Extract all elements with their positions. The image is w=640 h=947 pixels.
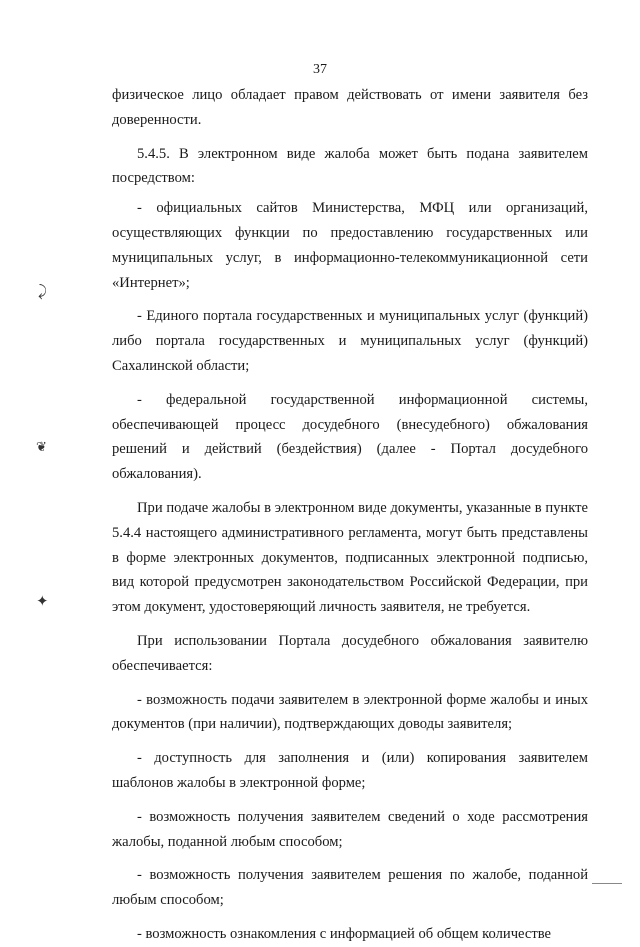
paragraph-1: физическое лицо обладает правом действовать от имени заявителя без доверенности. bbox=[112, 87, 588, 128]
paragraph-12: - возможность ознакомления с информацией об общем количестве bbox=[137, 925, 552, 942]
page-number: 37 bbox=[313, 62, 327, 77]
scan-edge-mark bbox=[592, 883, 622, 884]
paragraph-9: - доступность для заполнения и (или) копирования заявителем шаблонов жалобы в электронной форме; bbox=[112, 750, 588, 791]
paragraph-7: При использовании Портала досудебного обжалования заявителю обеспечивается: bbox=[112, 632, 588, 674]
paragraph-11: - возможность получения заявителем решения по жалобе, поданной любым способом; bbox=[112, 867, 588, 909]
document-body bbox=[112, 83, 588, 947]
paragraph-4: - Единого портала государственных и муниципальных услуг (функций) либо портала государственных и муниципальных услуг (функций) Сахалинской области; bbox=[112, 308, 588, 374]
paragraph-5: - федеральной государственной информационной системы, обеспечивающей процесс досудебного (внесудебного) обжалования решений и действий (бездействия) (далее - Портал досудебного обжалования). bbox=[112, 391, 588, 483]
margin-mark-1: ⤸ bbox=[38, 282, 48, 300]
paragraph-10: - возможность получения заявителем сведений о ходе рассмотрения жалобы, поданной любым способом; bbox=[112, 808, 588, 850]
paragraph-8: - возможность подачи заявителем в электронной форме жалобы и иных документов (при наличии), подтверждающих доводы заявителя; bbox=[112, 691, 588, 733]
paragraph-2: 5.4.5. В электронном виде жалоба может быть подана заявителем посредством: bbox=[112, 145, 588, 187]
paragraph-6: При подаче жалобы в электронном виде документы, указанные в пункте 5.4.4 настоящего административного регламента, могут быть представлены в форме электронных документов, подписанных электронной подписью, вид которой предусмотрен законодательством Российской Федерации, при этом документ, удостоверяющий личность заявителя, не требуется. bbox=[112, 499, 588, 616]
margin-mark-2: ❦ bbox=[36, 440, 47, 455]
paragraph-3: - официальных сайтов Министерства, МФЦ или организаций, осуществляющих функции по предоставлению государственных или муниципальных услуг, в информационно-телекоммуникационной сети «Интернет»; bbox=[112, 200, 588, 291]
margin-mark-3: ✦ bbox=[36, 592, 49, 610]
